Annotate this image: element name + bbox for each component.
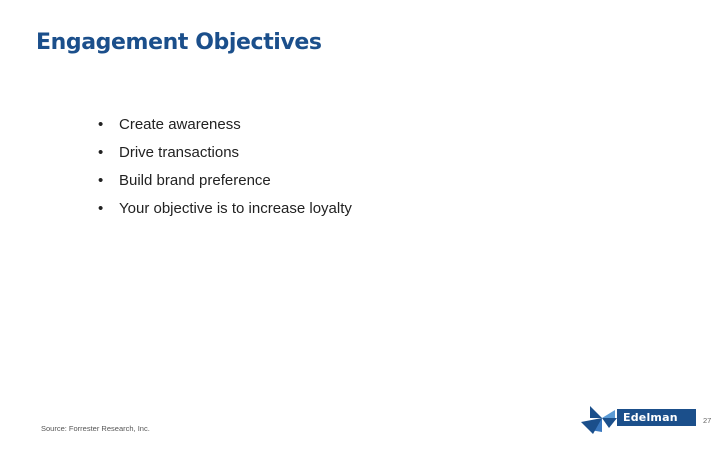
- page-number: 27: [703, 416, 712, 425]
- source-note: Source: Forrester Research, Inc.: [41, 424, 150, 433]
- objectives-list: [98, 114, 352, 226]
- slide-title: Engagement Objectives: [36, 30, 322, 55]
- list-item: • Create awareness: [98, 114, 352, 142]
- list-item: • Drive transactions: [98, 142, 352, 170]
- list-item: • Build brand preference: [98, 170, 352, 198]
- logo-wordmark: [617, 409, 696, 426]
- edelman-logo: [581, 402, 696, 436]
- logo-mark-icon: [581, 402, 621, 436]
- logo-text: Edelman: [623, 411, 678, 424]
- list-item: • Your objective is to increase loyalty: [98, 198, 352, 226]
